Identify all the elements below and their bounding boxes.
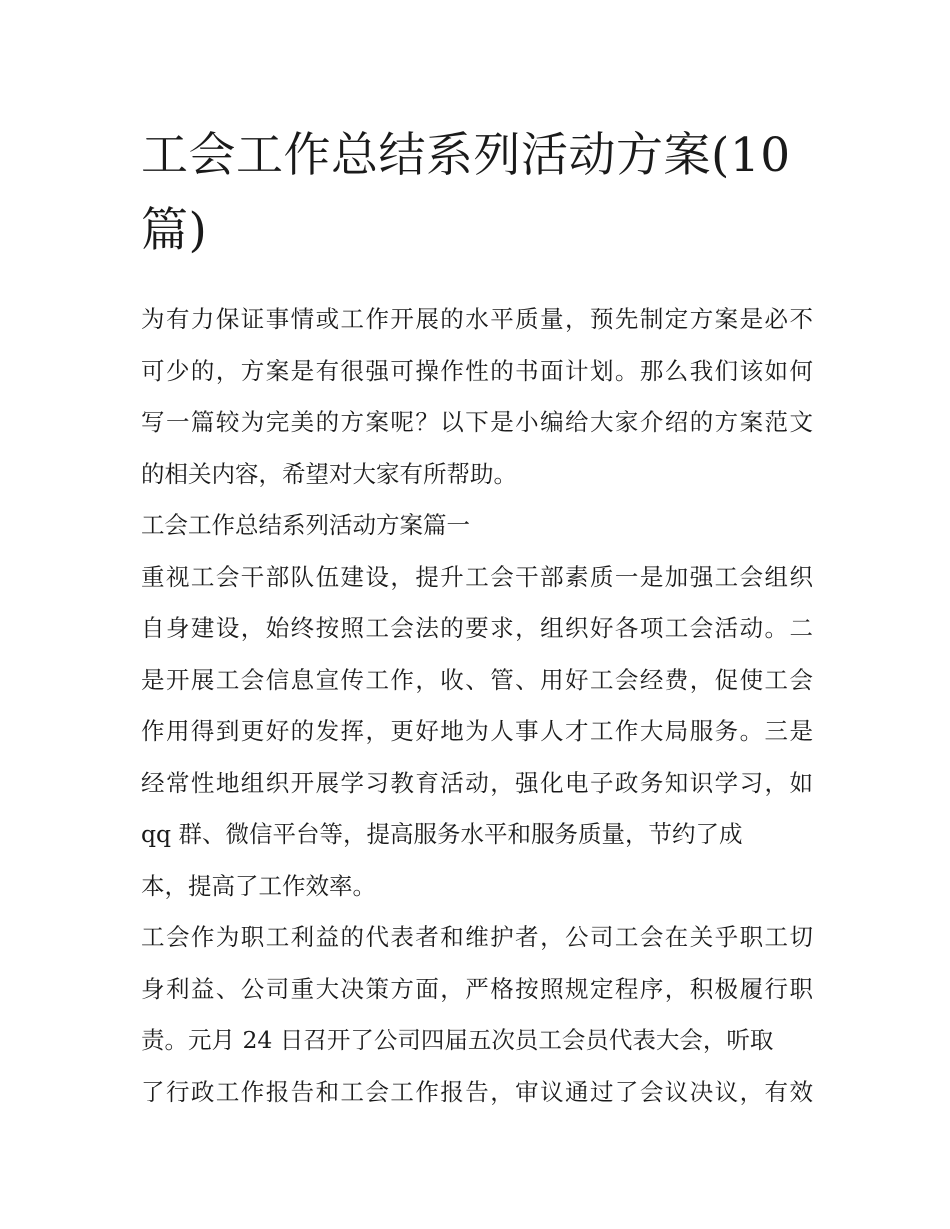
intro-paragraph (141, 294, 813, 500)
paragraph-line: 工会作为职工利益的代表者和维护者，公司工会在关乎职工切 (141, 923, 813, 951)
intro-line: 可少的，方案是有很强可操作性的书面计划。那么我们该如何 (141, 356, 813, 385)
paragraph-line: qq 群、微信平台等，提高服务水平和服务质量，节约了成 (141, 820, 743, 848)
paragraph-line: 了行政工作报告和工会工作报告，审议通过了会议决议，有效 (141, 1077, 813, 1106)
paragraph-line: 身利益、公司重大决策方面，严格按照规定程序，积极履行职 (141, 974, 813, 1003)
paragraph-line: 自身建设，始终按照工会法的要求，组织好各项工会活动。二 (141, 614, 813, 642)
paragraph-1 (141, 552, 813, 913)
intro-line: 为有力保证事情或工作开展的水平质量，预先制定方案是必不 (141, 305, 813, 333)
paragraph-line: 经常性地组织开展学习教育活动，强化电子政务知识学习，如 (141, 768, 813, 797)
title-line-2: 篇) (141, 203, 208, 258)
paragraph-2 (141, 912, 813, 1118)
paragraph-line: 本，提高了工作效率。 (141, 871, 376, 900)
document-content (141, 118, 813, 1118)
section-heading: 工会工作总结系列活动方案篇一 (141, 511, 470, 539)
paragraph-line: 重视工会干部队伍建设，提升工会干部素质一是加强工会组织 (141, 562, 813, 591)
document-title (141, 118, 813, 268)
paragraph-line: 作用得到更好的发挥，更好地为人事人才工作大局服务。三是 (141, 717, 813, 745)
paragraph-line: 责。元月 24 日召开了公司四届五次员工会员代表大会，听取 (141, 1026, 774, 1054)
intro-line: 写一篇较为完美的方案呢？以下是小编给大家介绍的方案范文 (141, 408, 813, 436)
document-body (141, 294, 813, 1118)
intro-line: 的相关内容，希望对大家有所帮助。 (141, 459, 517, 488)
title-line-1: 工会工作总结系列活动方案(10 (141, 128, 791, 183)
paragraph-line: 是开展工会信息宣传工作，收、管、用好工会经费，促使工会 (141, 665, 813, 694)
